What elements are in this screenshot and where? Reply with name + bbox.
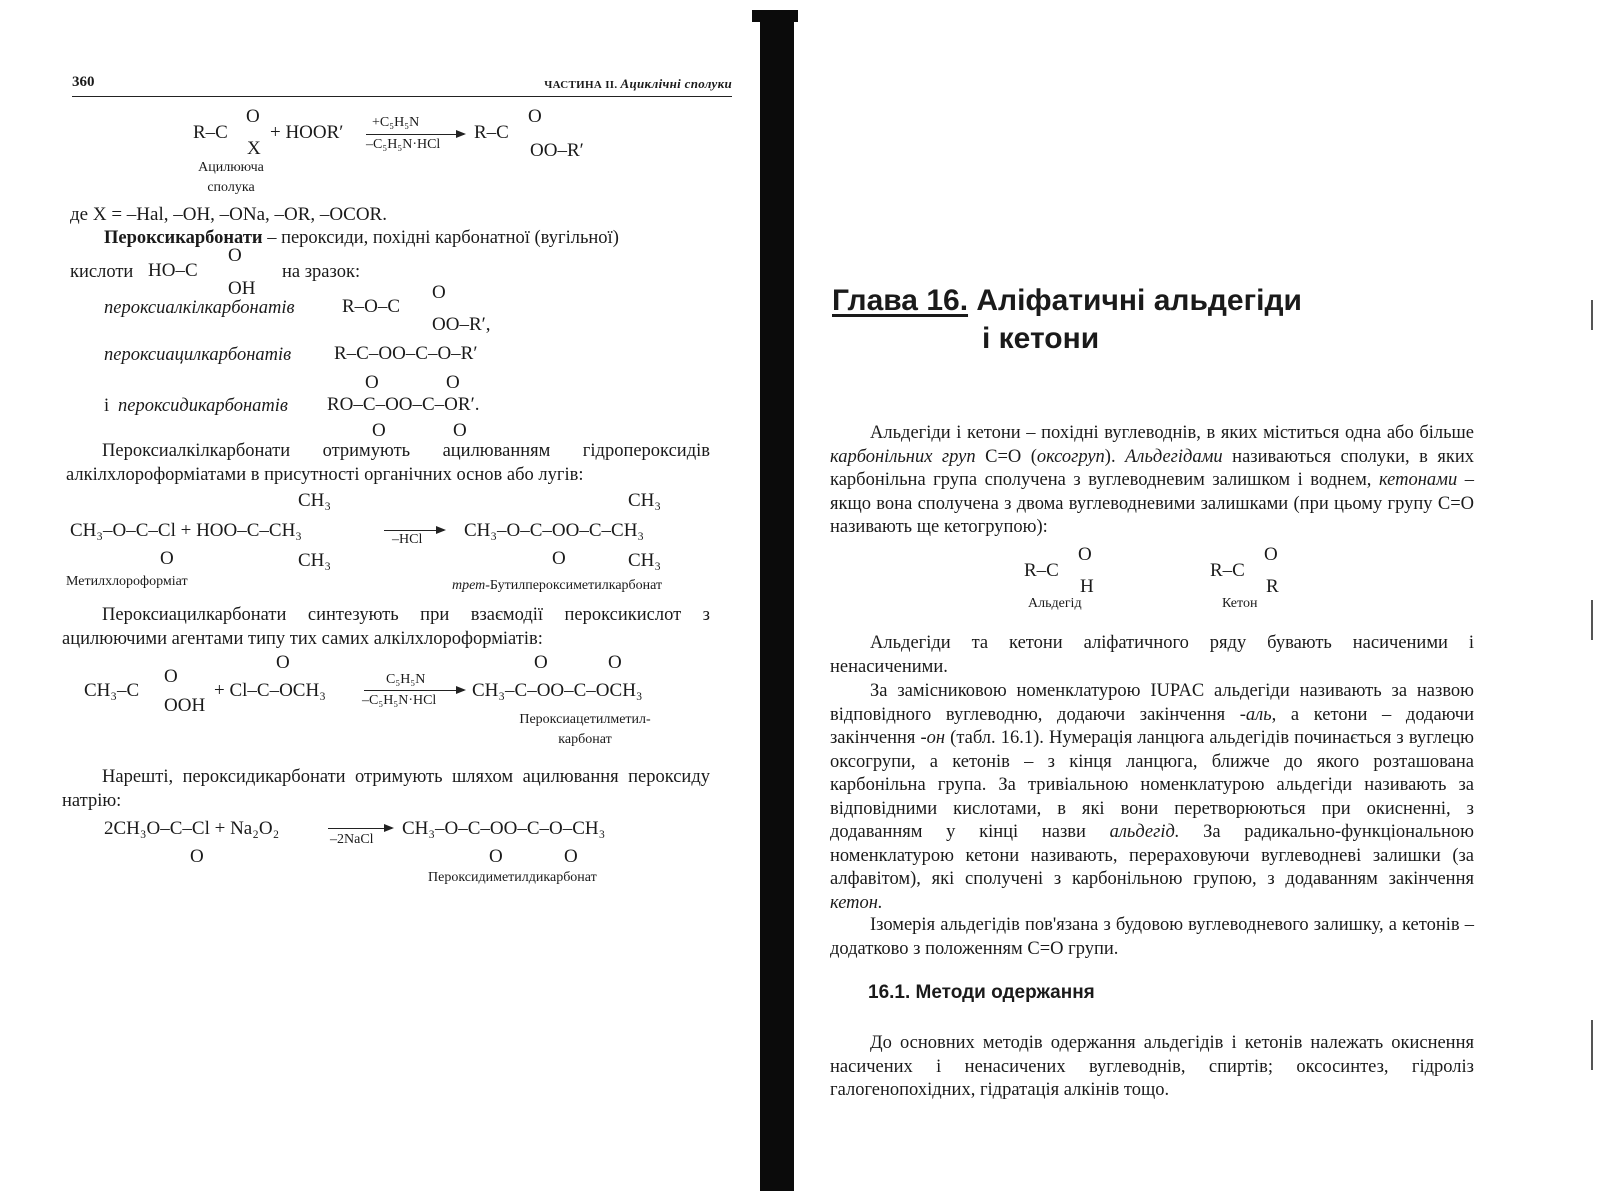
page-number: 360 [72,74,95,90]
definition-line: де X = –Hal, –OH, –ONa, –OR, –OCOR. [70,204,387,225]
header-part: ЧАСТИНА ІІ. Ациклічні сполуки [544,76,732,91]
paragraph: До основних методів одержання альдегідів і кетонів належать окиснення насичених і ненасичених вуглеводнів, спиртів; оксосинтез, гідроліз галогенопохідних, гідратація алкінів тощо. [830,1033,1474,1100]
reaction-arrow [328,828,392,829]
reaction-arrow [366,134,464,135]
page-edge-mark [1591,300,1593,330]
book-spread: 360 ЧАСТИНА ІІ. Ациклічні сполуки R–C O X + HOOR′ +C₅H₅N –C₅H₅N·HCl R–C O OO–R′ Ацилююча сполука де X = –Hal, –OH, –ONa, –OR, –OCOR. Пероксикарбонати – пероксиди, похідні карбонатної (вугільної) кислоти HO–C O OH на зразок: пероксиалкілкарбонатів R–O–C O OO–R′, пероксиацилкарбонатів R–C–OO–C–O–R′ O O і пероксидикарбонатів RO–C–OO–C–OR′. O O Пероксиалкілкарбонати отримують ацилюванням гідропероксидів алкілхлороформіатами в присутності органічних основ або лугів: CH₃ CH₃–O–C–Cl + HOO–C–CH₃ O CH₃ –HCl CH₃ CH₃–O–C–OO–C–CH₃ O CH₃ Метилхлороформіат трет-Бутилпероксиметилкарбонат Пероксиацилкарбонати синтезують при взаємодії пероксикислот з ацилюючими агентами типу тих самих алкілхлороформіатів: O O O CH₃–C O OOH + Cl–C–OCH₃ C₅H₅N –C₅H₅N·HCl CH₃–C–OO–C–OCH₃ Пероксиацетилметил- карбонат Нарешті, пероксидикарбонати отримують шляхом ацилювання пероксиду натрію: 2CH₃O–C–Cl + Na₂O₂ O –2NaCl CH₃–O–C–OO–C–O–CH₃ O O Пероксидиметилдикарбонат Глава 16. Аліфатичні альдегіди і кетони Альдегіди і кетони – похідні вуглеводнів, в яких міститься одна або більше карбонільних груп C=O (оксогруп). Альдегідами називаються сполуки, в яких карбонільна група сполучена з вуглеводневим залишком і воднем, кетонами – якщо вона сполучена з двома вуглеводневими залишками (при цьому групу C=O називають ще кетогрупою): R–C O H Альдегід R–C O R Кетон Альдегіди та кетони аліфатичного ряду бувають насиченими і ненасиченими. За замісниковою номенклатурою IUPAC альдегіди називають за назвою відповідного вуглеводню, додаючи закінчення -аль, а кетони – додаючи закінчення -он (табл. 16.1). Нумерація ланцюга альдегідів починається з вуглецю оксогрупи, а кетонів – з кінця ланцюга, ближче до якого розташована карбонільна група. За тривіальною номенклатурою альдегіди називають за відповідними кислотами, в які вони перетворюються при окисненні, з додаванням у кінці назви альдегід. За радикально-функціональною номенклатурою кетони називають, перераховуючи вуглеводневі залишки (за алфавітом), які сполучені з карбонільною групою, з додаванням закінчення кетон. Ізомерія альдегідів пов'язана з будовою вуглеводневого залишку, а кетонів – додатково з положенням C=O групи. 16.1. Методи одержання До основних методів одержання альдегідів і кетонів належать окиснення насичених і ненасичених вуглеводнів, спиртів; оксосинтез, гідроліз галогенопохідних, гідратація алкінів тощо. [0,0,1605,1191]
page-edge-mark [1591,600,1593,640]
paragraph: Альдегіди та кетони аліфатичного ряду бувають насиченими і ненасиченими. [830,633,1474,677]
page-edge-mark [1591,1020,1593,1070]
peroxycarbonates-line: Пероксикарбонати – пероксиди, похідні карбонатної (вугільної) [104,228,619,248]
running-header [72,74,732,97]
paragraph: Нарешті, пероксидикарбонати отримують шляхом ацилювання пероксиду натрію: [62,767,710,811]
nomenclature-paragraph: За замісниковою номенклатурою IUPAC альдегіди називають за назвою відповідного вуглеводню, додаючи закінчення -аль, а кетони – додаючи закінчення -он (табл. 16.1). Нумерація ланцюга альдегідів починається з вуглецю оксогрупи, а кетонів – з кінця ланцюга, ближче до якого розташована карбонільна група. За тривіальною номенклатурою альдегіди називають за відповідними кислотами, в які вони перетворюються при окисненні, з додаванням у кінці назви альдегід. За радикально-функціональною номенклатурою кетони називають, перераховуючи вуглеводневі залишки (за алфавітом), які сполучені з карбонільною групою, з додаванням закінчення кетон. [830,681,1475,913]
scheme-caption: Ацилююча сполука [198,160,264,195]
paragraph: Пероксиалкілкарбонати отримують ацилюванням гідропероксидів алкілхлороформіатами в присутності органічних основ або лугів: [66,441,710,485]
paragraph: Пероксиацилкарбонати синтезують при взаємодії пероксикислот з ацилюючими агентами типу тих самих алкілхлороформіатів: [62,605,710,649]
chapter-title: Глава 16. Аліфатичні альдегіди і кетони [832,284,1302,355]
reaction-arrow [364,690,464,691]
paragraph: Ізомерія альдегідів пов'язана з будовою вуглеводневого залишку, а кетонів – додатково з положенням C=O групи. [830,915,1474,959]
reaction-arrow [384,530,444,531]
section-heading: 16.1. Методи одержання [868,982,1095,1003]
intro-paragraph: Альдегіди і кетони – похідні вуглеводнів, в яких міститься одна або більше карбонільних груп C=O (оксогруп). Альдегідами називаються сполуки, в яких карбонільна група сполучена з вуглеводневим залишком і воднем, кетонами – якщо вона сполучена з двома вуглеводневими залишками (при цьому групу C=O називають ще кетогрупою): [830,423,1474,537]
binding-gutter [760,10,794,1191]
